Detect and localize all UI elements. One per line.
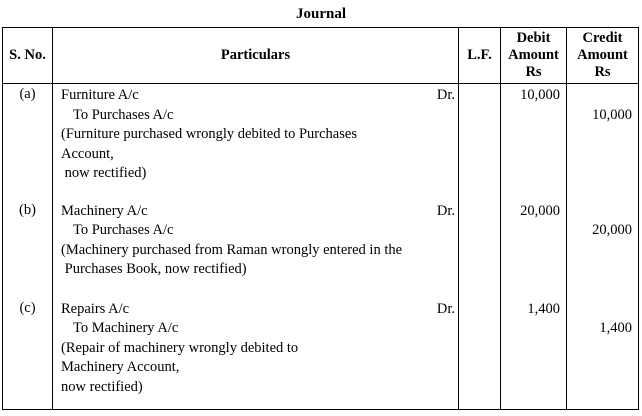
credit-account: To Purchases A/c <box>73 222 174 238</box>
entry-particulars <box>53 298 459 410</box>
entry-lf <box>459 298 501 410</box>
header-credit-line1: Credit <box>582 30 623 46</box>
narration-line: Purchases Book, now rectified) <box>61 261 247 277</box>
credit-amount: 1,400 <box>599 320 632 336</box>
credit-amount-cell <box>567 84 639 200</box>
entry-lf <box>459 200 501 298</box>
entry-sno: (a) <box>3 84 53 200</box>
dr-label: Dr. <box>436 87 455 103</box>
narration-line: now rectified) <box>61 165 147 181</box>
header-particulars: Particulars <box>53 28 459 84</box>
header-credit-line2: Amount <box>577 47 628 63</box>
debit-account: Repairs A/c <box>61 300 130 317</box>
entry-particulars <box>53 200 459 298</box>
credit-account: To Purchases A/c <box>73 106 174 123</box>
entry-row-b <box>3 200 639 298</box>
credit-amount-cell <box>567 200 639 298</box>
header-row <box>3 28 639 84</box>
entry-row-a <box>3 84 639 200</box>
entry-particulars <box>53 84 459 200</box>
dr-label: Dr. <box>436 202 455 219</box>
debit-account: Machinery A/c <box>61 202 148 219</box>
header-debit-line1: Debit <box>516 30 551 46</box>
credit-amount: 20,000 <box>592 222 632 238</box>
entry-lf <box>459 84 501 200</box>
dr-label: Dr. <box>436 300 455 317</box>
journal-title: Journal <box>295 6 346 22</box>
header-debit-line2: Amount <box>508 47 559 63</box>
credit-amount-cell <box>567 298 639 410</box>
debit-account: Furniture A/c <box>61 87 139 103</box>
narration-line: now rectified) <box>61 378 143 395</box>
credit-account: To Machinery A/c <box>73 320 179 336</box>
debit-amount: 1,400 <box>501 298 567 410</box>
narration-line: (Furniture purchased wrongly debited to Purchases <box>61 126 357 142</box>
narration-line: (Machinery purchased from Raman wrongly entered in the <box>61 241 403 258</box>
header-debit-line3: Rs <box>525 64 542 80</box>
header-credit <box>567 28 639 84</box>
narration-line: (Repair of machinery wrongly debited to <box>61 339 299 356</box>
header-sno: S. No. <box>3 28 53 84</box>
header-lf: L.F. <box>459 28 501 84</box>
narration-line: Machinery Account, <box>61 359 180 375</box>
credit-amount: 10,000 <box>592 106 632 123</box>
header-debit <box>501 28 567 84</box>
entry-row-c <box>3 298 639 410</box>
entry-sno: (c) <box>3 298 53 410</box>
narration-line: Account, <box>61 145 114 162</box>
debit-amount: 20,000 <box>501 200 567 298</box>
journal-table <box>2 27 639 410</box>
header-credit-line3: Rs <box>594 64 611 80</box>
entry-sno: (b) <box>3 200 53 298</box>
debit-amount: 10,000 <box>501 84 567 200</box>
